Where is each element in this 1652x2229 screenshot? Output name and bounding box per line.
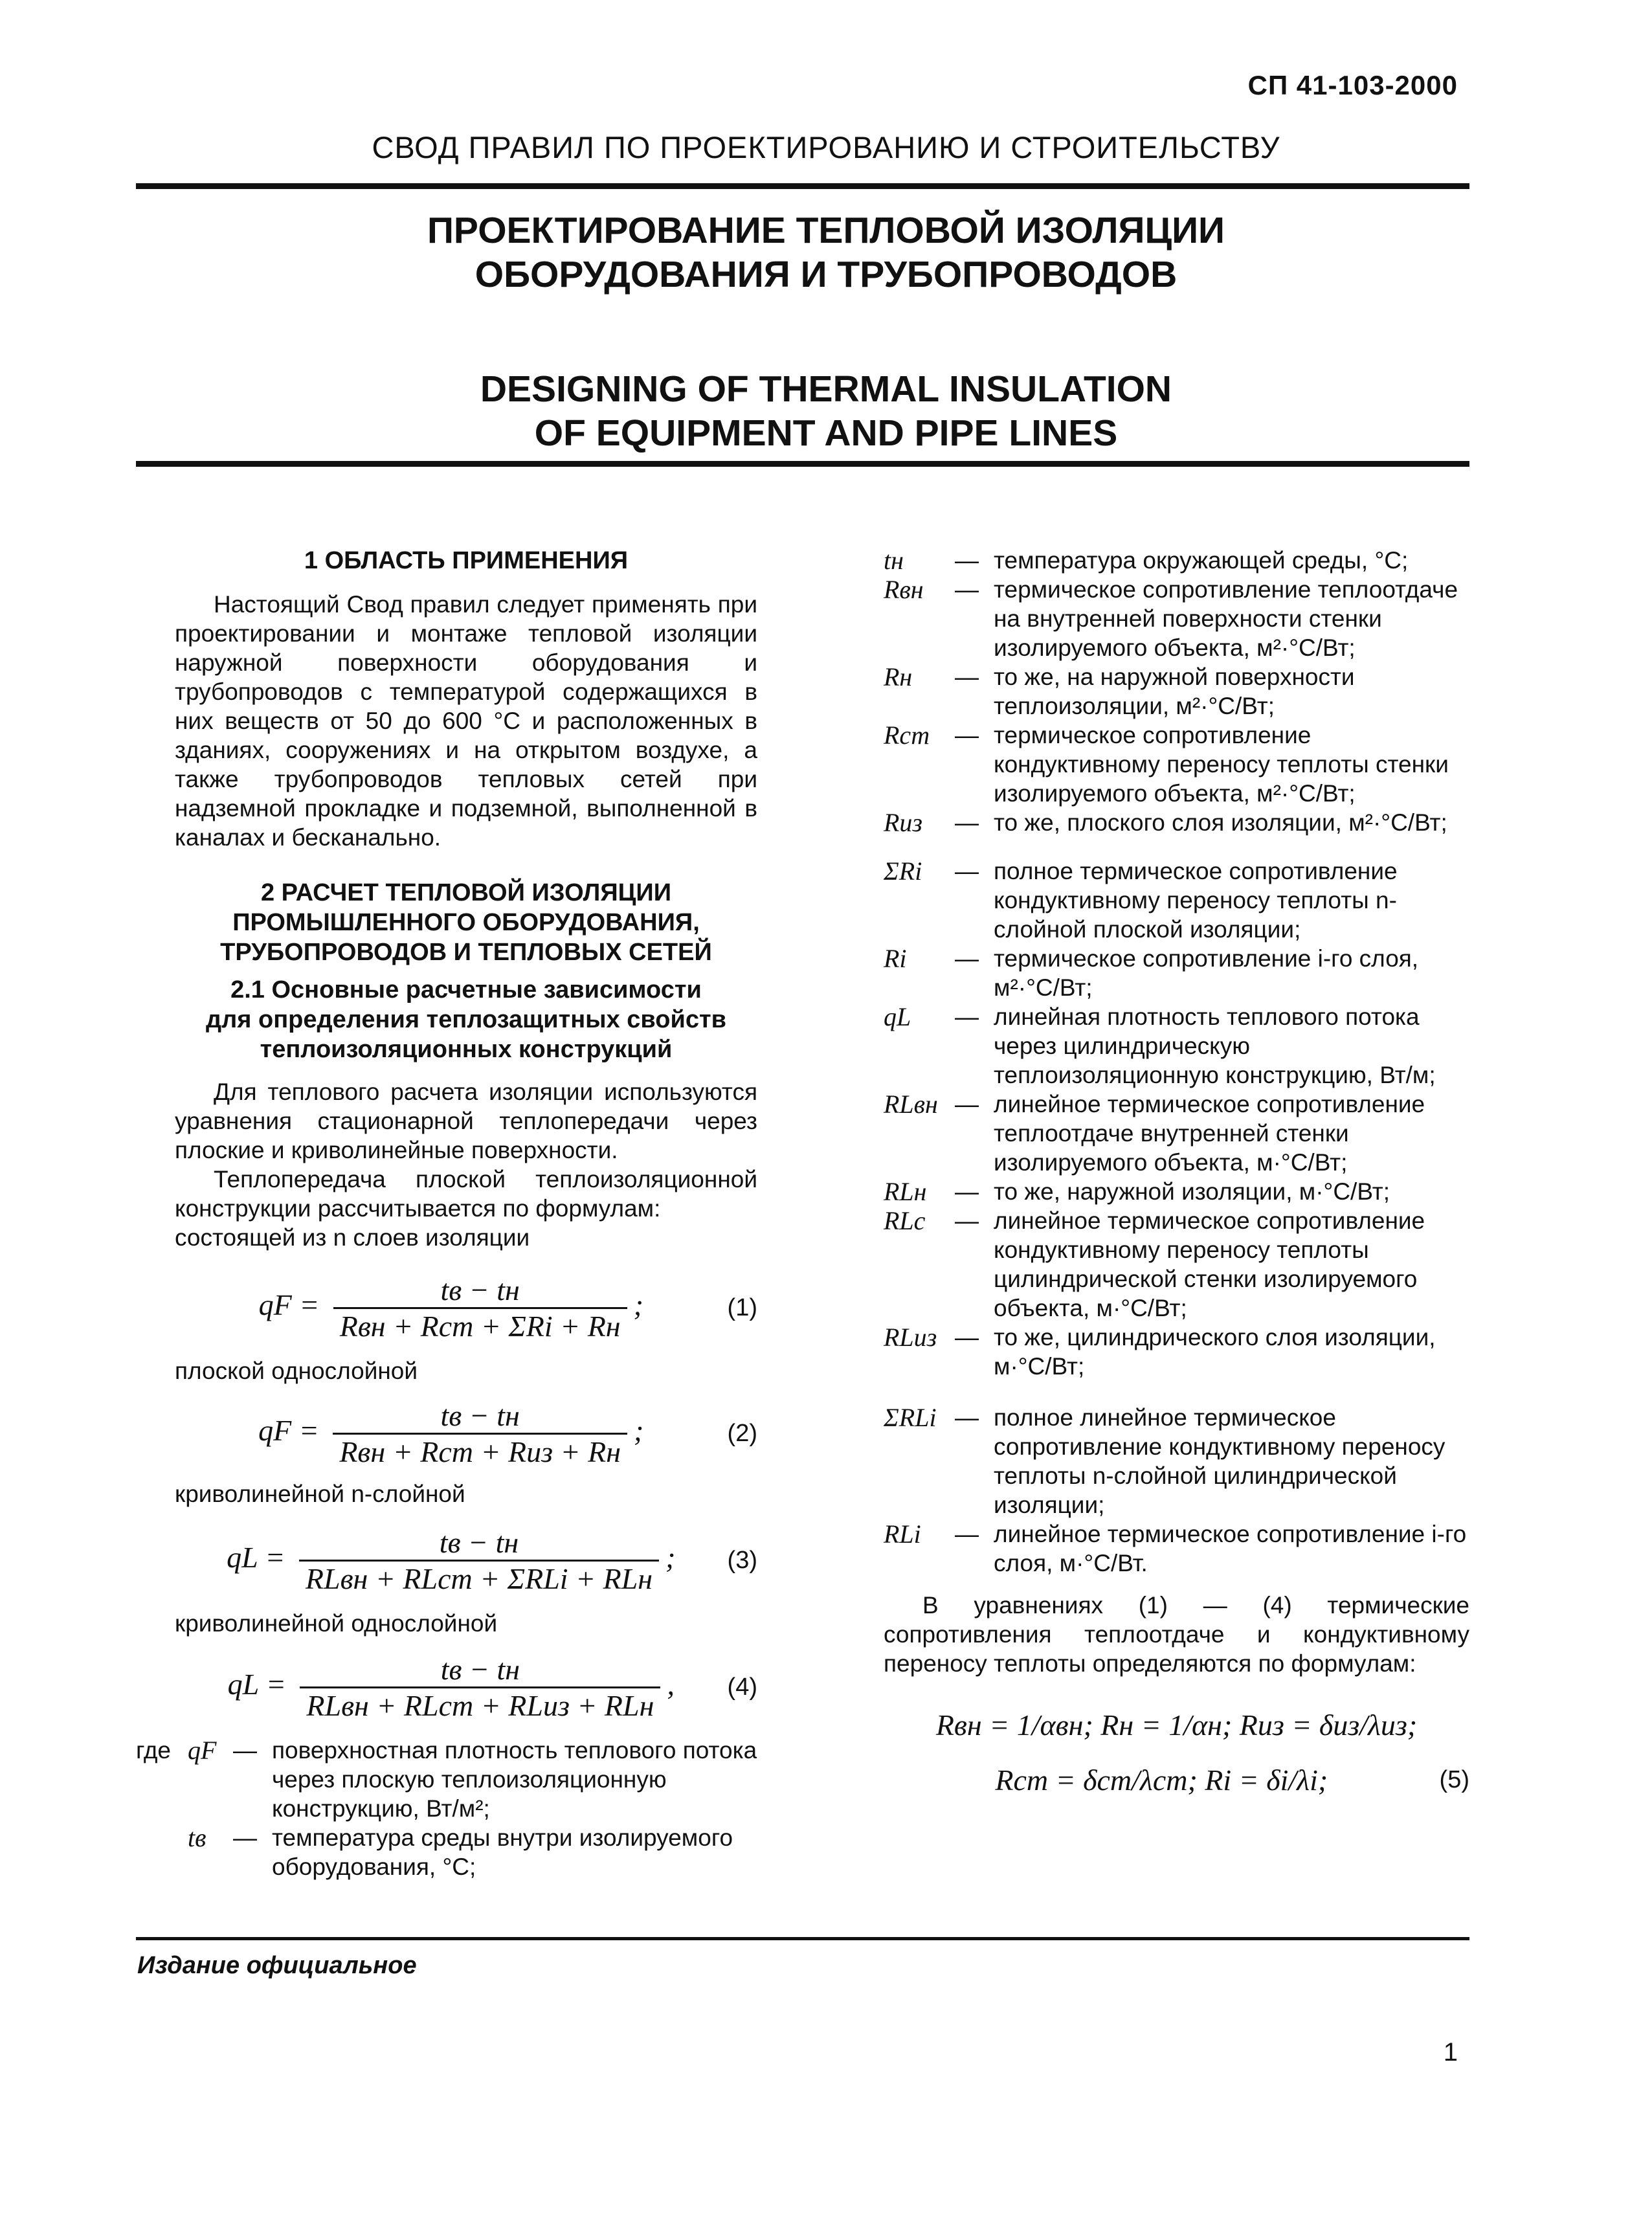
- definition-text: температура среды внутри изолируемого оборудования, °С;: [272, 1824, 733, 1880]
- definition-row: [884, 1323, 1469, 1381]
- section-2-heading-line-1: 2 РАСЧЕТ ТЕПЛОВОЙ ИЗОЛЯЦИИ: [260, 879, 672, 906]
- section-2-heading-line-2: ПРОМЫШЛЕННОГО ОБОРУДОВАНИЯ,: [232, 909, 700, 936]
- section-2-heading: [175, 878, 757, 967]
- document-number: СП 41-103-2000: [1247, 70, 1458, 100]
- definition-symbol: tв: [188, 1823, 206, 1852]
- equation-5: [884, 1765, 1469, 1795]
- definition-symbol: Rиз: [884, 808, 923, 837]
- equation-5-line-2: Rст = δст/λст; Ri = δi/λi;: [995, 1764, 1328, 1797]
- definition-symbol: Rн: [884, 662, 913, 691]
- definition-symbol: RLi: [884, 1519, 921, 1549]
- definition-symbol: Rвн: [884, 575, 924, 604]
- definition-symbol: ΣRLi: [884, 1403, 937, 1432]
- definition-dash: —: [955, 1091, 979, 1117]
- subsection-2-1-heading: [175, 975, 757, 1064]
- eq2-number: (2): [727, 1420, 757, 1447]
- definition-dash: —: [955, 945, 979, 972]
- eq3-denominator: RLвн + RLст + ΣRLi + RLн: [299, 1560, 659, 1593]
- definition-symbol: RLн: [884, 1177, 927, 1206]
- title-en-line-2: OF EQUIPMENT AND PIPE LINES: [534, 412, 1118, 454]
- definition-symbol: RLиз: [884, 1323, 937, 1352]
- definition-text: то же, наружной изоляции, м·°С/Вт;: [994, 1178, 1390, 1205]
- definition-dash: —: [955, 809, 979, 836]
- eq2-lhs: qF =: [258, 1414, 319, 1448]
- definition-text: то же, на наружной поверхности теплоизоляции, м²·°С/Вт;: [994, 664, 1355, 719]
- eq1-denominator: Rвн + Rст + ΣRi + Rн: [333, 1307, 627, 1341]
- definition-row: [884, 721, 1469, 808]
- definition-symbol: qL: [884, 1002, 911, 1031]
- case-1-label: состоящей из n слоев изоляции: [175, 1224, 530, 1251]
- paragraph-1: Для теплового расчета изоляции используются уравнения стационарной теплопередачи через плоские и криволинейные поверхности.: [175, 1079, 757, 1163]
- definition-text: полное термическое сопротивление кондуктивному переносу теплоты n-слойной плоской изоляции;: [994, 858, 1398, 943]
- definition-dash: —: [955, 1003, 979, 1030]
- page-number: 1: [1443, 2038, 1458, 2067]
- definition-dash: —: [955, 1178, 979, 1205]
- title-rule: [136, 461, 1469, 467]
- definition-text: линейное термическое сопротивление теплоотдаче внутренней стенки изолируемого объекта, м·°С/Вт;: [994, 1091, 1425, 1176]
- definition-text: термическое сопротивление теплоотдаче на внутренней поверхности стенки изолируемого объекта, м²·°С/Вт;: [994, 576, 1458, 661]
- definition-symbol: qF: [188, 1736, 217, 1765]
- case-4-label: криволинейной однослойной: [175, 1610, 498, 1637]
- definition-text: линейное термическое сопротивление кондуктивному переносу теплоты цилиндрической стенки изолируемого объекта, м·°С/Вт;: [994, 1207, 1425, 1321]
- title-en: [0, 367, 1652, 455]
- section-1-heading: 1 ОБЛАСТЬ ПРИМЕНЕНИЯ: [304, 547, 629, 574]
- case-2-label: плоской однослойной: [175, 1358, 418, 1384]
- eq3-fraction: [299, 1528, 659, 1593]
- eq4-denominator: RLвн + RLст + RLиз + RLн: [300, 1686, 660, 1720]
- where-label: где: [136, 1737, 172, 1764]
- definition-text: линейная плотность теплового потока через цилиндрическую теплоизоляционную конструкцию, Вт/м;: [994, 1003, 1436, 1088]
- definition-dash: —: [955, 722, 979, 748]
- eq3-numerator: tв − tн: [439, 1526, 519, 1559]
- series-title: СВОД ПРАВИЛ ПО ПРОЕКТИРОВАНИЮ И СТРОИТЕЛЬСТВУ: [372, 130, 1280, 164]
- definition-text: поверхностная плотность теплового потока через плоскую теплоизоляционную конструкцию, Вт/м²;: [272, 1737, 757, 1822]
- equation-3: qL = $\frac{tв - tн}{\text{RLвн + RLст + ΣRLi + RLн}}$ ; (3): [227, 1526, 757, 1595]
- definition-text: термическое сопротивление кондуктивному переносу теплоты стенки изолируемого объекта, м²·°С/Вт;: [994, 722, 1449, 807]
- title-ru: [0, 208, 1652, 297]
- title-en-line-1: DESIGNING OF THERMAL INSULATION: [480, 368, 1172, 410]
- eq1-lhs: qF =: [258, 1288, 320, 1322]
- paragraph-2: Теплопередача плоской теплоизоляционной конструкции рассчитывается по формулам:: [175, 1166, 757, 1222]
- eq3-lhs: qL =: [227, 1541, 285, 1574]
- subsection-heading-line-3: теплоизоляционных конструкций: [260, 1036, 673, 1063]
- definition-row: [884, 1206, 1469, 1323]
- definition-symbol: Ri: [884, 944, 907, 973]
- definition-symbol: RLс: [884, 1206, 926, 1235]
- right-column: [884, 546, 1469, 1795]
- definition-text: линейное термическое сопротивление i-го слоя, м·°С/Вт.: [994, 1521, 1467, 1576]
- eq1-fraction: [333, 1275, 627, 1341]
- definition-dash: —: [955, 664, 979, 690]
- definition-row: [884, 575, 1469, 662]
- final-paragraph: В уравнениях (1) — (4) термические сопротивления теплоотдаче и кондуктивному переносу теплоты определяются по формулам:: [884, 1592, 1469, 1677]
- subsection-heading-line-1: 2.1 Основные расчетные зависимости: [230, 976, 702, 1003]
- eq4-number: (4): [727, 1674, 757, 1701]
- definition-row: [884, 1519, 1469, 1578]
- definition-dash: —: [955, 547, 979, 574]
- definition-dash: —: [955, 1521, 979, 1547]
- section-1-text: Настоящий Свод правил следует применять при проектировании и монтаже тепловой изоляции наружной поверхности оборудования и трубопроводов с температурой содержащихся в них веществ от 50 до 600 °С и расположенных в зданиях, сооружениях и на открытом воздухе, а также трубопроводов тепловых сетей при надземной прокладке и подземной, выполненной в каналах и бесканально.: [175, 591, 757, 851]
- footer-rule: [136, 1937, 1469, 1940]
- definition-row: [188, 1823, 757, 1881]
- definition-row: [884, 944, 1469, 1002]
- top-rule: [136, 183, 1469, 189]
- definition-dash: —: [955, 1207, 979, 1234]
- eq4-fraction: [300, 1655, 660, 1720]
- definition-text: полное линейное термическое сопротивление кондуктивному переносу теплоты n-слойной цилиндрической изоляции;: [994, 1404, 1446, 1518]
- equation-1: qF = $\frac{tв - tн}{\text{Rвн + Rст + ΣRi + Rн}}$ ; (1): [258, 1273, 757, 1343]
- definition-text: то же, плоского слоя изоляции, м²·°С/Вт;: [994, 809, 1447, 836]
- eq1-numerator: tв − tн: [440, 1273, 520, 1306]
- eq2-numerator: tв − tн: [440, 1399, 520, 1432]
- eq1-number: (1): [727, 1294, 757, 1321]
- definition-text: термическое сопротивление i-го слоя, м²·°С/Вт;: [994, 945, 1419, 1001]
- title-ru-line-1: ПРОЕКТИРОВАНИЕ ТЕПЛОВОЙ ИЗОЛЯЦИИ: [427, 210, 1225, 251]
- definition-dash: —: [955, 1324, 979, 1350]
- case-3-label: криволинейной n-слойной: [175, 1481, 465, 1507]
- equation-4: qL = $\frac{tв - tн}{\text{RLвн + RLст + RLиз + RLн}}$ , (4): [227, 1653, 757, 1722]
- equation-2: qF = $\frac{tв - tн}{\text{Rвн + Rст + Rиз + Rн}}$ ; (2): [258, 1399, 757, 1468]
- definition-symbol: RLвн: [884, 1090, 938, 1119]
- eq2-denominator: Rвн + Rст + Rиз + Rн: [333, 1433, 627, 1466]
- definition-symbol: tн: [884, 546, 904, 575]
- definition-row: [884, 1002, 1469, 1090]
- definition-row: [884, 662, 1469, 721]
- definition-row: [136, 1736, 757, 1823]
- definition-text: то же, цилиндрического слоя изоляции, м·°С/Вт;: [994, 1324, 1436, 1380]
- definition-dash: —: [233, 1824, 257, 1851]
- eq2-fraction: [333, 1401, 627, 1466]
- eq5-number: (5): [1439, 1766, 1469, 1793]
- definition-row: [884, 857, 1469, 944]
- title-ru-line-2: ОБОРУДОВАНИЯ И ТРУБОПРОВОДОВ: [474, 254, 1178, 295]
- definition-text: температура окружающей среды, °С;: [994, 547, 1409, 574]
- definition-row: [884, 1177, 1469, 1206]
- definition-symbol: ΣRi: [884, 857, 922, 886]
- definition-dash: —: [233, 1737, 257, 1764]
- definition-row: [884, 1090, 1469, 1177]
- section-2-heading-line-3: ТРУБОПРОВОДОВ И ТЕПЛОВЫХ СЕТЕЙ: [220, 939, 712, 966]
- equation-5-line-1: Rвн = 1/αвн; Rн = 1/αн; Rиз = δиз/λиз;: [935, 1708, 1418, 1742]
- definition-row: [884, 546, 1469, 575]
- definition-row: [884, 808, 1469, 837]
- eq3-number: (3): [727, 1547, 757, 1574]
- definition-dash: —: [955, 1404, 979, 1431]
- eq4-numerator: tв − tн: [440, 1653, 520, 1686]
- eq4-lhs: qL =: [227, 1668, 286, 1701]
- definition-dash: —: [955, 858, 979, 884]
- definition-symbol: Rст: [884, 721, 930, 750]
- definition-row: [884, 1403, 1469, 1519]
- left-column: [136, 546, 757, 1881]
- subsection-heading-line-2: для определения теплозащитных свойств: [206, 1006, 726, 1033]
- edition-note: Издание официальное: [137, 1952, 417, 1979]
- definition-dash: —: [955, 576, 979, 603]
